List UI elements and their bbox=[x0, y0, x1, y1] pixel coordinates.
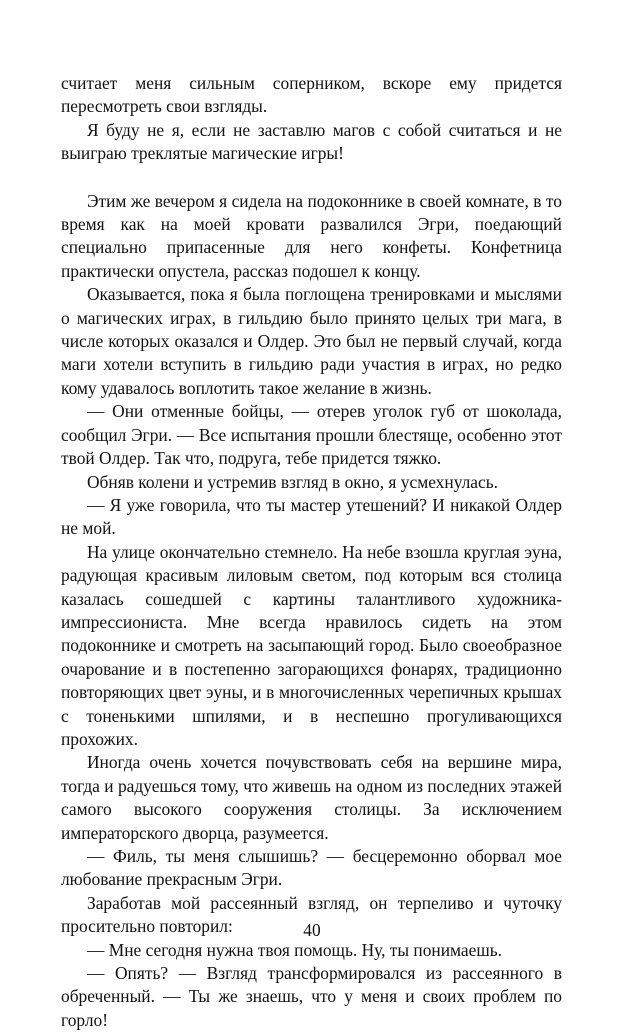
dialogue-line: — Опять? — Взгляд трансформировался из рассеянного в обреченный. — Ты же знаешь, что у меня и своих проблем по горло! bbox=[61, 963, 562, 1030]
section-break bbox=[61, 166, 562, 190]
paragraph-evening: Этим же вечером я сидела на подоконнике в своей комнате, в то время как на моей кровати развалился Эгри, поедающий специально припасенные для него конфеты. Конфетница практически опустела, рассказ подошел к концу. bbox=[61, 190, 562, 281]
paragraph-continued: считает меня сильным соперником, вскоре ему придется пересмотреть свои взгляды. bbox=[61, 73, 562, 117]
paragraph-guild-news: Оказывается, пока я была поглощена тренировками и мыслями о магических играх, в гильдию было принято целых три мага, в числе которых оказался и Олдер. Это был не первый случай, когда маги хотели вступить в гильдию ради участия в играх, но редко кому удавалось воплотить такое желание в жизнь. bbox=[61, 284, 562, 398]
book-page-body bbox=[61, 72, 562, 1032]
paragraph-resolve: Я буду не я, если не заставлю магов с собой считаться и не выиграю треклятые магические игры! bbox=[61, 119, 562, 164]
paragraph-night-city: На улице окончательно стемнело. На небе взошла круглая эуна, радующая красивым лиловым светом, под которым вся столица казалась сошедшей с картины талантливого художника-импрессиониста. Мне всегда нравилось сидеть на этом подоконнике и смотреть на засыпающий город. Было своеобразное очарование и в постепенно загорающихся фонарях, традиционно повторяющих цвет эуны, и в многочисленных черепичных крышах с тоненькими шпилями, и в неспешно прогуливающихся прохожих. bbox=[61, 541, 562, 749]
page-number: 40 bbox=[303, 920, 321, 940]
dialogue-line: — Мне сегодня нужна твоя помощь. Ну, ты понимаешь. bbox=[87, 939, 503, 960]
dialogue-line: — Филь, ты меня слышишь? — бесцеремонно оборвал мое любование прекрасным Эгри. bbox=[61, 846, 562, 890]
dialogue-line: — Я уже говорила, что ты мастер утешений? И никакой Олдер не мой. bbox=[61, 494, 562, 539]
paragraph-repeat: Заработав мой рассеянный взгляд, он терпеливо и чуточку просительно повторил: bbox=[61, 892, 562, 937]
paragraph-smirk: Обняв колени и устремив взгляд в окно, я усмехнулась. bbox=[87, 471, 499, 492]
dialogue-line: — Они отменные бойцы, — отерев уголок губ от шоколада, сообщил Эгри. — Все испытания прошли блестяще, особенно этот твой Олдер. Так что, подруга, тебе придется тяжко. bbox=[61, 401, 562, 469]
paragraph-top-of-world: Иногда очень хочется почувствовать себя на вершине мира, тогда и радуешься тому, что живешь на одном из последних этажей самого высокого сооружения столицы. За исключением императорского дворца, разумеется. bbox=[61, 752, 562, 843]
